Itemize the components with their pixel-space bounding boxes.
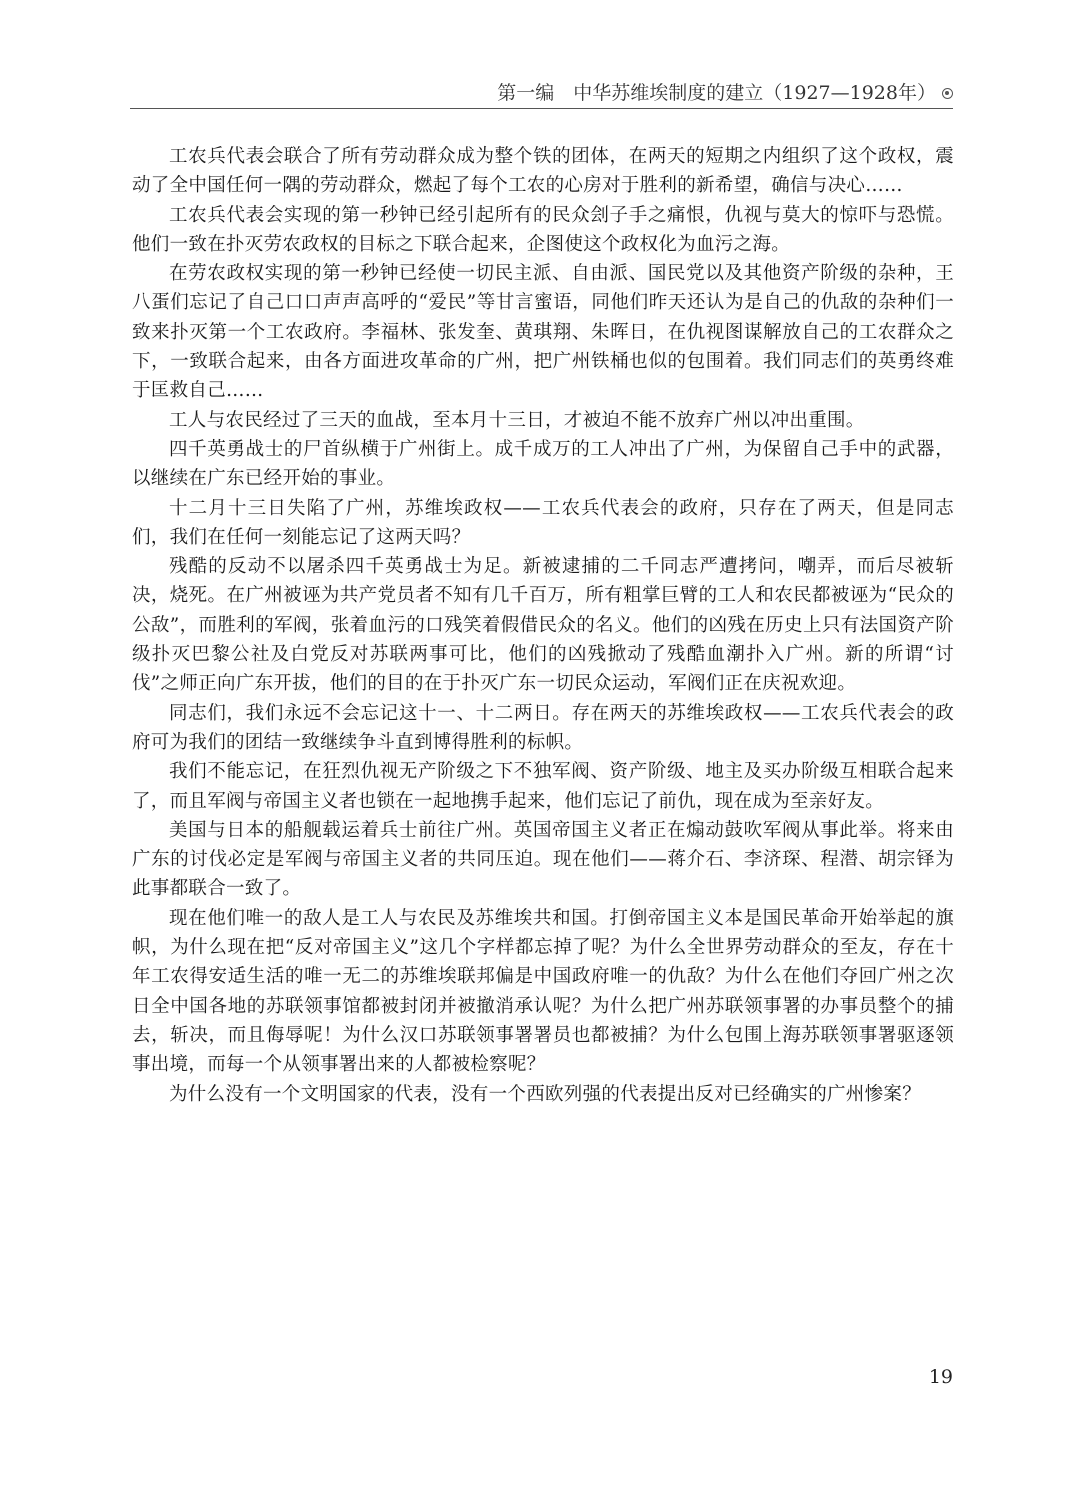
- paragraph: 在劳农政权实现的第一秒钟已经使一切民主派、自由派、国民党以及其他资产阶级的杂种，王八蛋们忘记了自己口口声声高呼的“爱民”等甘言蜜语，同他们昨天还认为是自己的仇敌的杂种们一致来扑灭第一个工农政府。李福林、张发奎、黄琪翔、朱晖日，在仇视图谋解放自己的工农群众之下，一致联合起来，由各方面进攻革命的广州，把广州铁桶也似的包围着。我们同志们的英勇终难于匡救自己……: [132, 263, 954, 402]
- paragraph: 为什么没有一个文明国家的代表，没有一个西欧列强的代表提出反对已经确实的广州惨案？: [169, 1083, 922, 1105]
- paragraph: 我们不能忘记，在狂烈仇视无产阶级之下不独军阀、资产阶级、地主及买办阶级互相联合起来了，而且军阀与帝国主义者也锁在一起地携手起来，他们忘记了前仇，现在成为至亲好友。: [132, 761, 954, 812]
- body-text: [132, 142, 954, 1109]
- paragraph: 同志们，我们永远不会忘记这十一、十二两日。存在两天的苏维埃政权——工农兵代表会的政府可为我们的团结一致继续争斗直到博得胜利的标帜。: [132, 702, 954, 753]
- paragraph: 美国与日本的船舰载运着兵士前往广州。英国帝国主义者正在煽动鼓吹军阀从事此举。将来由广东的讨伐必定是军阀与帝国主义者的共同压迫。现在他们——蒋介石、李济琛、程潜、胡宗铎为此事都联合一致了。: [132, 819, 954, 900]
- paragraph: 工人与农民经过了三天的血战，至本月十三日，才被迫不能不放弃广州以冲出重围。: [169, 409, 865, 431]
- paragraph: 现在他们唯一的敌人是工人与农民及苏维埃共和国。打倒帝国主义本是国民革命开始举起的旗帜，为什么现在把“反对帝国主义”这几个字样都忘掉了呢？为什么全世界劳动群众的至友，存在十年工农得安适生活的唯一无二的苏维埃联邦偏是中国政府唯一的仇敌？为什么在他们夺回广州之次日全中国各地的苏联领事馆都被封闭并被撤消承认呢？为什么把广州苏联领事署的办事员整个的捕去，斩决，而且侮辱呢！为什么汉口苏联领事署署员也都被捕？为什么包围上海苏联领事署驱逐领事出境，而每一个从领事署出来的人都被检察呢？: [132, 907, 954, 1076]
- paragraph: 残酷的反动不以屠杀四千英勇战士为足。新被逮捕的二千同志严遭拷问，嘲弄，而后尽被斩决，烧死。在广州被诬为共产党员者不知有几千百万，所有粗掌巨臂的工人和农民都被诬为“民众的公敌”，而胜利的军阀，张着血污的口残笑着假借民众的名义。他们的凶残在历史上只有法国资产阶级扑灭巴黎公社及白党反对苏联两事可比，他们的凶残掀动了残酷血潮扑入广州。新的所谓“讨伐”之师正向广东开拔，他们的目的在于扑灭广东一切民众运动，军阀们正在庆祝欢迎。: [132, 556, 954, 695]
- running-title: 第一编 中华苏维埃制度的建立（1927—1928年）: [497, 82, 936, 104]
- paragraph: 工农兵代表会实现的第一秒钟已经引起所有的民众刽子手之痛恨，仇视与莫大的惊吓与恐慌。他们一致在扑灭劳农政权的目标之下联合起来，企图使这个政权化为血污之海。: [132, 204, 954, 255]
- circled-dot-icon: [942, 88, 953, 99]
- paragraph: 四千英勇战士的尸首纵横于广州街上。成千成万的工人冲出了广州，为保留自己手中的武器，以继续在广东已经开始的事业。: [132, 438, 954, 490]
- paragraph: 十二月十三日失陷了广州，苏维埃政权——工农兵代表会的政府，只存在了两天，但是同志们，我们在任何一刻能忘记了这两天吗？: [132, 497, 954, 548]
- paragraph: 工农兵代表会联合了所有劳动群众成为整个铁的团体，在两天的短期之内组织了这个政权，震动了全中国任何一隅的劳动群众，燃起了每个工农的心房对于胜利的新希望，确信与决心……: [132, 146, 954, 197]
- page-number: 19: [928, 1366, 953, 1388]
- running-header: [130, 78, 953, 109]
